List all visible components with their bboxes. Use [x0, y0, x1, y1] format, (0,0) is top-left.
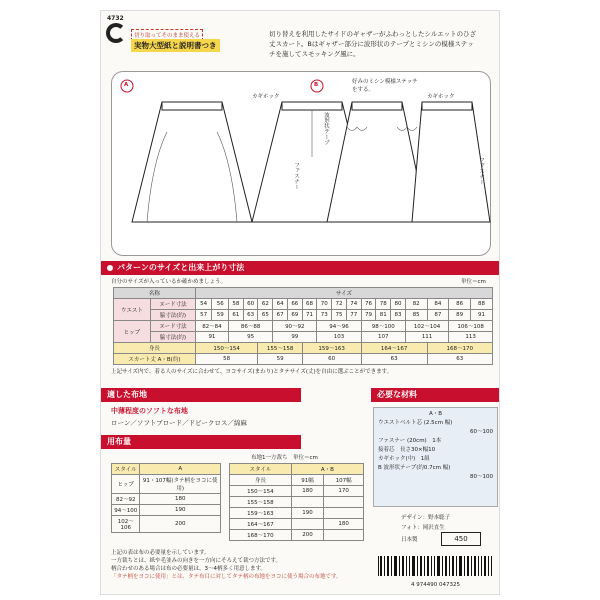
material-item: B 波形状テープ(約0.7cm 幅) [378, 465, 451, 471]
barcode [373, 556, 498, 586]
material-item: 接着芯 長さ30×幅10 [378, 447, 436, 453]
fabric-subtitle: 中薄程度のソフトな布地 [111, 407, 188, 415]
intro-text: 切り替えを利用したサイドのギャザーがふわっとしたシルエットのひざ丈スカート。Bはギャザー部分に波形状のテープとミシンの模様ステッチを施してスモッキング風に。 [269, 30, 477, 58]
design-credit: デザイン：野本聡子 [401, 515, 451, 521]
made-in: 日本製 [401, 537, 418, 543]
usage-notes [111, 549, 361, 581]
pattern-number: 4732 [107, 15, 124, 22]
illustration-panel [111, 71, 491, 256]
size-table: 名称 サイズ ウエスト ヌード寸法 54 56 58 60 62 64 66 68 70 72 74 76 78 80 82 84 86 88 脇寸法(約) 57 59 61 63 65 67 69 71 73 75 77 79 81 83 85 87 89 91 ヒップ ヌード寸法 82～84 86～88 90～92 94～96 98～100 102～104 106～108 脇寸法(約) 91 95 99 103 107 111 113 身長 150～154 155～158 159～163 164～167 168～170 スカート丈 A・B(約) 58 59 60 63 63 [113, 287, 493, 365]
fabric-section-header: 適した布地 [101, 388, 301, 402]
material-item: ファスナー (20cm) 1本 [378, 438, 442, 444]
material-item: 80～100 [470, 474, 493, 480]
material-item: カギホック(中) 1組 [378, 456, 430, 462]
cut-note: 切り取ってそのまま使える [131, 29, 203, 41]
fabric-list: ローン／ソフトブロード／ドビークロス／綿麻 [111, 419, 247, 427]
materials-box [373, 407, 498, 507]
brand-logo [106, 23, 126, 43]
size-section-header: パターンのサイズと出来上がり寸法 [101, 261, 500, 275]
usage-note: 一方裁ちとは、紙や毛並みの向きを一方向にそろえて裁つ方法です。 [111, 558, 282, 564]
usage-note: 上記の表は布の必要量を示しています。 [111, 550, 210, 556]
material-item: 60～100 [470, 429, 493, 435]
machine-stitch-label: 好みのミシン模様ステッチをする。 [352, 79, 418, 93]
fastener-a-label: ファスナー [293, 162, 299, 190]
barcode-bars [373, 556, 498, 578]
size-note: 自分のサイズが入っているか確かめましょう。 [111, 279, 227, 285]
price-box: 450 [441, 532, 481, 546]
usage-table-a: スタイル A ヒップ 91・107幅(タテ柄をヨコに使用) 82～92 180 94～100 190 102～106 200 [111, 463, 221, 533]
usage-unit-note: 布地1一方裁ち 単位＝cm [251, 455, 318, 461]
photo-credit: フォト：岡沢直生 [401, 525, 445, 531]
material-item: ウエストベルト芯 (2.5cm 幅) [378, 420, 453, 426]
label-b: B [314, 82, 319, 88]
pattern-badge: 実物大型紙と説明書つき [131, 39, 220, 52]
label-a: A [124, 82, 129, 88]
materials-section-header: 必要な材料 [371, 388, 500, 402]
fastener-b-label: ファスナー [478, 157, 484, 185]
size-footnote: 上記サイズ内で、着る人のサイズに合わせて、ヨコサイズ(まわり)とタテサイズ(丈)を自由に選ぶことができます。 [111, 369, 393, 375]
hook-b-label: カギホック [427, 94, 455, 100]
usage-note: 「タテ柄をヨコに使用」とは、タテ布目に対してタテ柄の布地をヨコに使う場合の布地です。 [111, 574, 342, 580]
pattern-sheet [100, 10, 500, 595]
size-unit: 単位＝cm [461, 279, 486, 285]
usage-note: 柄合わせのある場合は布の必要量は、3～4柄多く用意します。 [111, 566, 267, 572]
usage-table-ab: スタイル A・B 身長 91幅 107幅 150～154 180 170 155～158 159～163 190 164～167 180 168～170 200 [229, 463, 364, 541]
hook-a-label: カギホック [252, 94, 280, 100]
wave-tape-label: 波形状テープ [323, 112, 329, 145]
usage-section-header: 用布量 [101, 435, 301, 449]
materials-col-header: A・B [428, 411, 443, 417]
barcode-number: 4 974490 047325 [411, 582, 460, 588]
bullet-icon [107, 265, 113, 271]
